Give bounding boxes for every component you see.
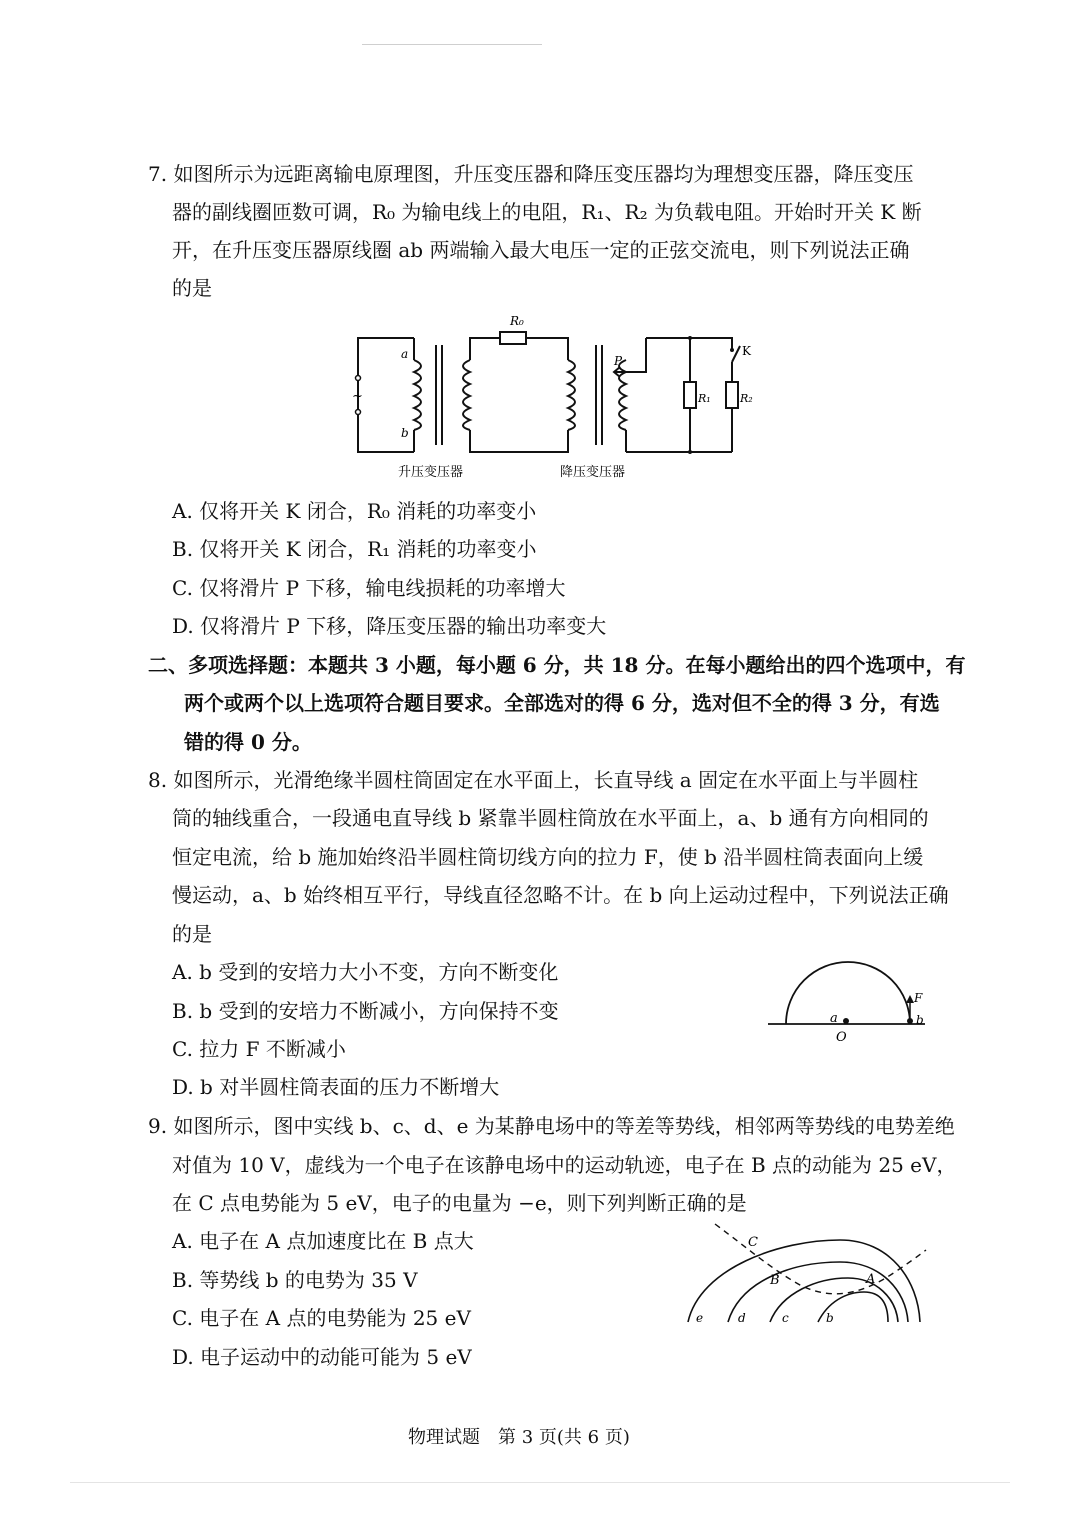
q9-line-3: 在 C 点电势能为 5 eV，电子的电量为 −e，则下列判断正确的是 [172, 1191, 747, 1215]
q9-equipotential-figure [680, 1222, 940, 1332]
section2-line-2: 两个或两个以上选项符合题目要求。全部选对的得 6 分，选对但不全的得 3 分，有选 [184, 691, 940, 715]
switch-k-label: K [742, 344, 751, 358]
terminal-b-label: b [401, 426, 409, 440]
q7-option-c: C. 仅将滑片 P 下移，输电线损耗的功率增大 [172, 576, 566, 600]
q9-option-d: D. 电子运动中的动能可能为 5 eV [172, 1345, 472, 1369]
wire-a-label: a [830, 1011, 838, 1026]
point-c-label: C [748, 1235, 758, 1250]
page-footer: 物理试题 第 3 页(共 6 页) [408, 1427, 630, 1448]
r1-label: R₁ [698, 392, 711, 405]
terminal-a-label: a [401, 347, 409, 361]
q7-option-b: B. 仅将开关 K 闭合，R₁ 消耗的功率变小 [172, 537, 537, 561]
q7-option-a: A. 仅将开关 K 闭合，R₀ 消耗的功率变小 [172, 499, 537, 523]
q9-option-a: A. 电子在 A 点加速度比在 B 点大 [172, 1229, 474, 1253]
section2-line-1: 二、多项选择题：本题共 3 小题，每小题 6 分，共 18 分。在每小题给出的四个选项中，有 [148, 653, 966, 677]
q7-line-4: 的是 [172, 276, 212, 300]
q7-line-2: 器的副线圈匝数可调，R₀ 为输电线上的电阻，R₁、R₂ 为负载电阻。开始时开关 K 断 [172, 200, 922, 224]
center-o-label: O [836, 1030, 847, 1045]
line-e-label: e [696, 1311, 704, 1325]
bottom-rule [70, 1482, 1010, 1483]
wire-b-label: b [916, 1013, 924, 1027]
slider-p-label: P [614, 354, 623, 368]
stepdown-caption: 降压变压器 [560, 465, 626, 480]
q8-semicylinder-figure [760, 950, 940, 1050]
q7-circuit-figure [350, 308, 770, 488]
q8-line-1: 8. 如图所示，光滑绝缘半圆柱筒固定在水平面上，长直导线 a 固定在水平面上与半圆柱 [148, 768, 919, 792]
q8-option-c: C. 拉力 F 不断减小 [172, 1037, 346, 1061]
point-b-label: B [770, 1273, 780, 1288]
line-b-label: b [826, 1311, 834, 1325]
tilde-label: ~ [352, 389, 363, 404]
q9-option-b: B. 等势线 b 的电势为 35 V [172, 1268, 418, 1292]
section2-line-3: 错的得 0 分。 [184, 730, 312, 754]
q7-line-3: 开，在升压变压器原线圈 ab 两端输入最大电压一定的正弦交流电，则下列说法正确 [172, 238, 910, 262]
top-rule [362, 44, 542, 45]
q9-option-c: C. 电子在 A 点的电势能为 25 eV [172, 1306, 471, 1330]
line-c-label: c [782, 1311, 789, 1325]
r0-label: R₀ [510, 314, 524, 328]
stepup-caption: 升压变压器 [398, 465, 464, 480]
q7-line-1: 7. 如图所示为远距离输电原理图，升压变压器和降压变压器均为理想变压器，降压变压 [148, 162, 914, 186]
q8-option-b: B. b 受到的安培力不断减小，方向保持不变 [172, 999, 559, 1023]
q7-option-d: D. 仅将滑片 P 下移，降压变压器的输出功率变大 [172, 614, 607, 638]
q8-option-d: D. b 对半圆柱筒表面的压力不断增大 [172, 1075, 500, 1099]
point-a-label: A [866, 1272, 876, 1287]
q9-line-1: 9. 如图所示，图中实线 b、c、d、e 为某静电场中的等差等势线，相邻两等势线的电势差绝 [148, 1114, 955, 1138]
r2-label: R₂ [740, 392, 753, 405]
q8-line-4: 慢运动，a、b 始终相互平行，导线直径忽略不计。在 b 向上运动过程中，下列说法正确 [172, 883, 949, 907]
q8-line-5: 的是 [172, 922, 212, 946]
line-d-label: d [738, 1311, 746, 1325]
q9-line-2: 对值为 10 V，虚线为一个电子在该静电场中的运动轨迹，电子在 B 点的动能为 25 eV， [172, 1153, 957, 1177]
q8-line-3: 恒定电流，给 b 施加始终沿半圆柱筒切线方向的拉力 F，使 b 沿半圆柱筒表面向上缓 [172, 845, 924, 869]
force-f-label: F [914, 991, 923, 1005]
q8-line-2: 筒的轴线重合，一段通电直导线 b 紧靠半圆柱筒放在水平面上，a、b 通有方向相同的 [172, 806, 929, 830]
q8-option-a: A. b 受到的安培力大小不变，方向不断变化 [172, 960, 559, 984]
